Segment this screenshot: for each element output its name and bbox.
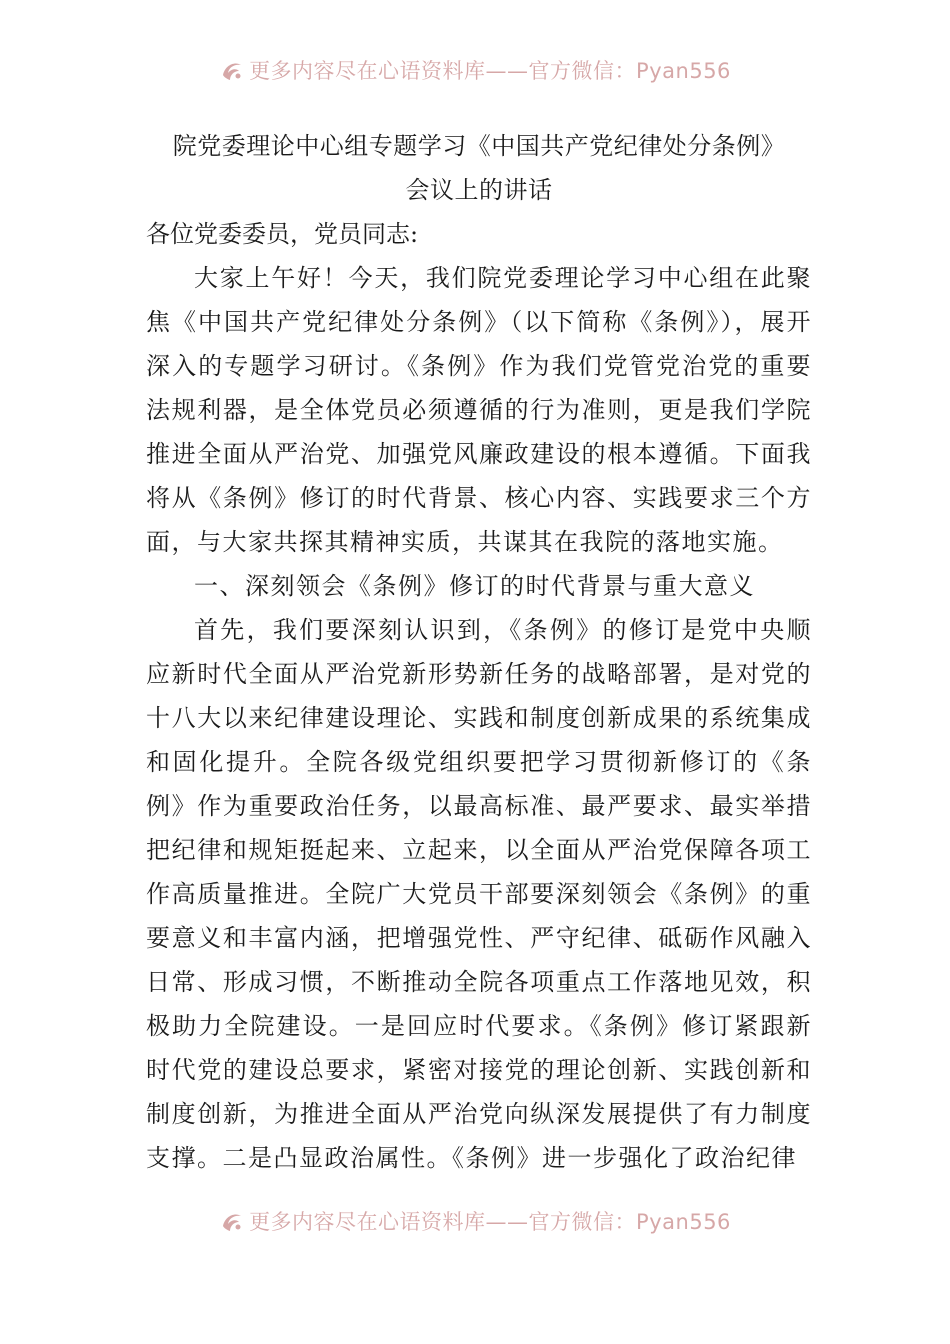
section-paragraph-1: 首先，我们要深刻认识到，《条例》的修订是党中央顺应新时代全面从严治党新形势新任务的战略部署，是对党的十八大以来纪律建设理论、实践和制度创新成果的系统集成和固化提升。全院各级党组织要把学习贯彻新修订的《条例》作为重要政治任务，以最高标准、最严要求、最实举措把纪律和规矩挺起来、立起来，以全面从严治党保障各项工作高质量推进。全院广大党员干部要深刻领会《条例》的重要意义和丰富内涵，把增强党性、严守纪律、砥砺作风融入日常、形成习惯，不断推动全院各项重点工作落地见效，积极助力全院建设。一是回应时代要求。《条例》修订紧跟新时代党的建设总要求，紧密对接党的理论创新、实践创新和制度创新，为推进全面从严治党向纵深发展提供了有力制度支撑。二是凸显政治属性。《条例》进一步强化了政治纪律 xyxy=(146,616,812,1172)
watermark-text: 更多内容尽在心语资料库——官方微信：Pyan556 xyxy=(249,1210,731,1234)
watermark-text: 更多内容尽在心语资料库——官方微信：Pyan556 xyxy=(249,59,731,83)
watermark-header xyxy=(0,50,950,90)
document-body xyxy=(146,124,812,1180)
swirl-logo-icon xyxy=(219,1208,245,1234)
watermark-footer xyxy=(0,1201,950,1241)
opening-paragraph: 大家上午好！今天，我们院党委理论学习中心组在此聚焦《中国共产党纪律处分条例》（以下简称《条例》），展开深入的专题学习研讨。《条例》作为我们党管党治党的重要法规利器，是全体党员必须遵循的行为准则，更是我们学院推进全面从严治党、加强党风廉政建设的根本遵循。下面我将从《条例》修订的时代背景、核心内容、实践要求三个方面，与大家共探其精神实质，共谋其在我院的落地实施。 xyxy=(146,264,812,556)
swirl-logo-icon xyxy=(219,57,245,83)
document-title-line-2: 会议上的讲话 xyxy=(405,176,553,204)
section-heading-1: 一、深刻领会《条例》修订的时代背景与重大意义 xyxy=(194,572,755,600)
salutation: 各位党委委员，党员同志: xyxy=(146,220,419,248)
document-title-line-1: 院党委理论中心组专题学习《中国共产党纪律处分条例》 xyxy=(172,132,786,160)
